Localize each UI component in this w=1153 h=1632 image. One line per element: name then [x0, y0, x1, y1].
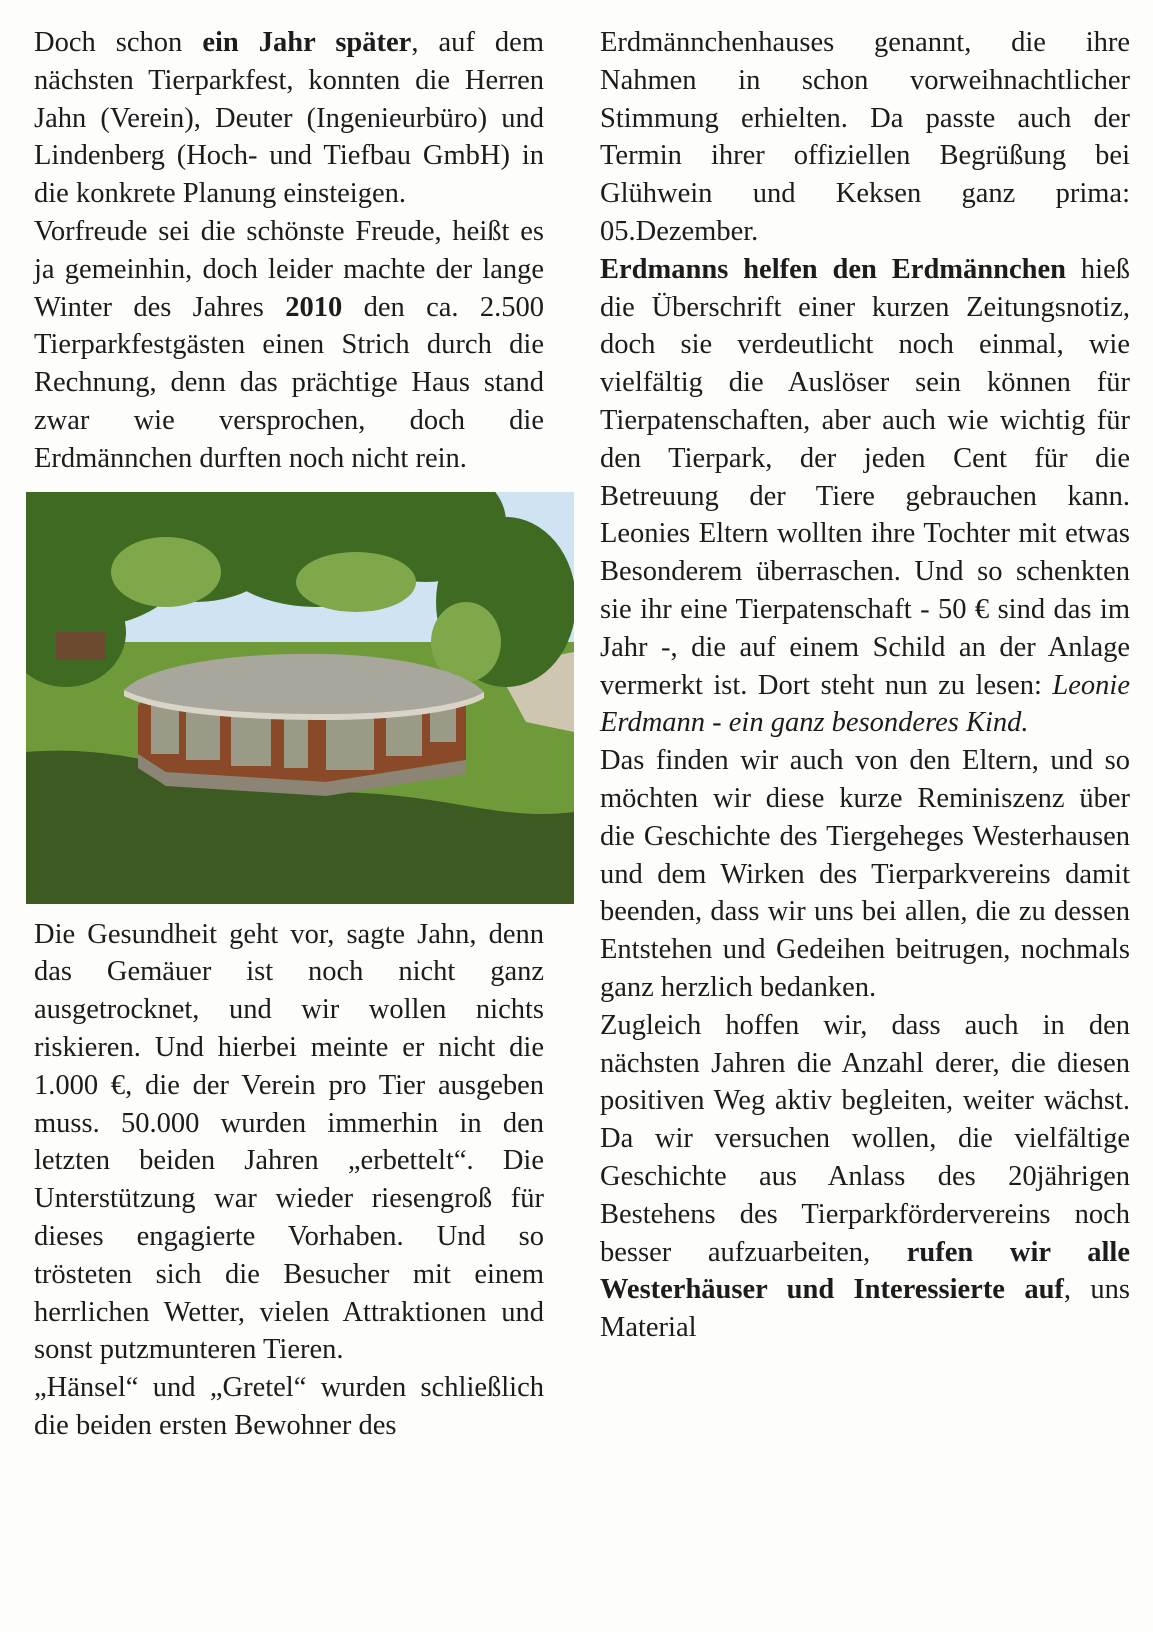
text-run: Zugleich hoffen wir, dass auch in den nächsten Jahren die Anzahl derer, die diesen positiven Weg aktiv begleiten, weiter wächst. Da wir versuchen wollen, die vielfältige Geschichte aus Anlass des 20jährigen Bestehens des Tierparkfördervereins noch besser aufzuarbeiten, [600, 1009, 1130, 1268]
text-run: Doch schon [34, 27, 203, 58]
left-column [34, 24, 544, 1445]
text-run: den ca. 2.500 Tierparkfestgästen einen Strich durch die Rechnung, denn das prächtige Haus stand zwar wie versprochen, doch die Erdmännchen durften noch nicht rein. [34, 291, 544, 474]
paragraph-anticipation [34, 213, 544, 478]
right-column [600, 24, 1130, 1347]
paragraph-naming: Erdmännchenhauses genannt, die ihre Nahmen in schon vorweihnachtlicher Stimmung erhielten. Da passte auch der Termin ihrer offiziellen Begrüßung bei Glühwein und Keksen ganz prima: 05.Dezember. [600, 27, 1130, 247]
paragraph-thanks: Das finden wir auch von den Eltern, und so möchten wir diese kurze Reminiszenz über die Geschichte des Tiergeheges Westerhausen und dem Wirken des Tierparkvereins damit beenden, dass wir uns bei allen, die zu dessen Entstehen und Gedeihen beitrugen, nochmals ganz herzlich bedanken. [600, 745, 1130, 1003]
paragraph-planning [34, 24, 544, 213]
paragraph-appeal [600, 1007, 1130, 1347]
sign-quote: Leonie Erdmann - ein ganz besonderes Kind. [600, 669, 1130, 739]
paragraph-health: Die Gesundheit geht vor, sagte Jahn, denn das Gemäuer ist noch nicht ganz ausgetrocknet, und wir wollen nichts riskieren. Und hierbei meinte er nicht die 1.000 €, die der Verein pro Tier ausgeben muss. 50.000 wurden immerhin in den letzten beiden Jahren „erbettelt“. Die Unterstützung war wieder riesengroß für dieses engagierte Vorhaben. Und so trösteten sich die Besucher mit einem herrlichen Wetter, vielen Attraktionen und sonst putzmunteren Tieren. [34, 918, 544, 1366]
text-run: Vorfreude sei die schönste Freude, heißt es ja gemeinhin, doch leider machte der lange Winter des Jahres [34, 215, 544, 323]
paragraph-first-residents: „Hänsel“ und „Gretel“ wurden schließlich die beiden ersten Bewohner des [34, 1372, 544, 1441]
bold-phrase: ein Jahr später [202, 27, 412, 58]
bold-appeal: rufen wir alle Westerhäuser und Interessierte auf [600, 1236, 1130, 1306]
text-run: , uns Material [600, 1274, 1130, 1344]
bold-year: 2010 [285, 291, 343, 323]
headline-phrase: Erdmanns helfen den Erdmännchen [600, 253, 1066, 285]
paragraph-sponsorship [600, 251, 1130, 742]
text-run: hieß die Überschrift einer kurzen Zeitungsnotiz, doch sie verdeutlicht noch einmal, wie vielfältig die Auslöser sein können für Tierpatenschaften, aber auch wie wichtig für den Tierpark, der jeden Cent für die Betreuung der Tiere gebrauchen kann. Leonies Eltern wollten ihre Tochter mit etwas Besonderem überraschen. Und so schenkten sie ihr eine Tierpatenschaft - 50 € sind das im Jahr -, die auf einem Schild an der Anlage vermerkt ist. Dort steht nun zu lesen: [600, 253, 1130, 701]
text-run: , auf dem nächsten Tierparkfest, konnten die Herren Jahn (Verein), Deuter (Ingenieurbüro) und Lindenberg (Hoch- und Tiefbau GmbH) in die konkrete Planung einsteigen. [34, 27, 544, 210]
meerkat-house-photo [26, 492, 574, 904]
meerkat-house-illustration [26, 492, 574, 904]
